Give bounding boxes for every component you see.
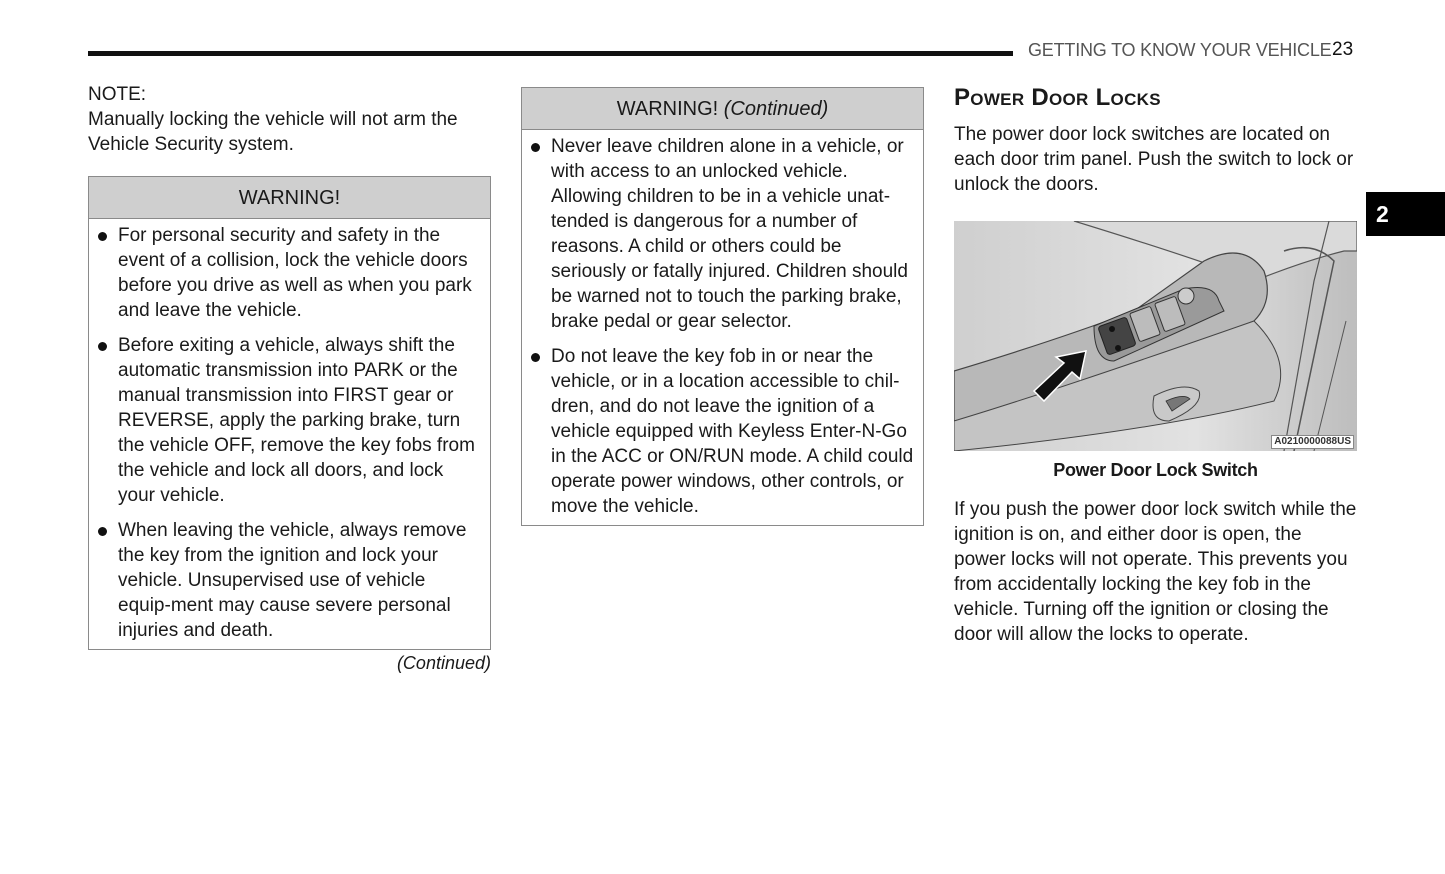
warning-item-text: Do not leave the key fob in or near the vehicle, or in a location accessible to chil-dren, and do not leave the ignition of a vehicle equipped with Keyless Enter-N-Go in the ACC or ON/RUN mode. A child could operate power windows, other controls, or move the vehicle. bbox=[551, 346, 914, 517]
warning-item bbox=[530, 134, 915, 334]
warning-item bbox=[97, 223, 482, 323]
page-number: 23 bbox=[1332, 39, 1354, 60]
warning-title-text: WARNING! bbox=[238, 187, 341, 209]
bullet-icon bbox=[98, 232, 107, 241]
figure-code: A0210000088US bbox=[1271, 435, 1354, 449]
warning-title bbox=[89, 177, 490, 219]
bullet-icon bbox=[98, 527, 107, 536]
warning-list bbox=[522, 130, 923, 525]
warning-box-continued bbox=[521, 87, 924, 526]
bullet-icon bbox=[98, 342, 107, 351]
column-2 bbox=[521, 87, 924, 526]
header-rule bbox=[88, 51, 1013, 56]
section-title: Power Door Locks bbox=[954, 84, 1161, 111]
door-panel-illustration bbox=[954, 221, 1357, 451]
warning-item-text: Never leave children alone in a vehicle, or with access to an unlocked vehicle. Allowing children to be in a vehicle unat-tended is dangerous for a number of reasons. A child or others could be seriously or fatally injured. Children should be warned not to touch the parking brake, brake pedal or gear selector. bbox=[551, 136, 908, 332]
warning-box bbox=[88, 176, 491, 650]
running-head: GETTING TO KNOW YOUR VEHICLE bbox=[1028, 40, 1332, 60]
warning-title-suffix: (Continued) bbox=[723, 98, 829, 120]
bullet-icon bbox=[531, 143, 540, 152]
warning-item-text: When leaving the vehicle, always remove the key from the ignition and lock your vehicle. Unsupervised use of vehicle equip-ment may cause severe personal injuries and death. bbox=[118, 520, 467, 641]
figure-caption: Power Door Lock Switch bbox=[1053, 460, 1258, 480]
warning-title-text: WARNING! bbox=[616, 98, 719, 120]
warning-item-text: Before exiting a vehicle, always shift the automatic transmission into PARK or the manual transmission into FIRST gear or REVERSE, apply the parking brake, turn the vehicle OFF, remove the key fobs from the vehicle and lock all doors, and lock your vehicle. bbox=[118, 335, 475, 506]
warning-item bbox=[530, 344, 915, 519]
column-1 bbox=[88, 82, 491, 676]
note-text: Manually locking the vehicle will not arm the Vehicle Security system. bbox=[88, 109, 458, 155]
continued-label: (Continued) bbox=[396, 653, 491, 673]
bullet-icon bbox=[531, 353, 540, 362]
body-paragraph: If you push the power door lock switch while the ignition is on, and either door is open, the power locks will not operate. This prevents you from accidentally locking the key fob in the vehicle. Turning off the ignition or closing the door will allow the locks to operate. bbox=[954, 499, 1357, 645]
warning-item-text: For personal security and safety in the event of a collision, lock the vehicle doors before you drive as well as when you park and leave the vehicle. bbox=[118, 225, 472, 321]
note-label: NOTE: bbox=[88, 84, 147, 105]
warning-item bbox=[97, 518, 482, 643]
chapter-tab: 2 bbox=[1366, 192, 1445, 236]
intro-paragraph: The power door lock switches are located on each door trim panel. Push the switch to lock or unlock the doors. bbox=[954, 124, 1354, 195]
warning-item bbox=[97, 333, 482, 508]
door-lock-figure bbox=[954, 221, 1357, 451]
column-3 bbox=[954, 82, 1357, 647]
warning-title bbox=[522, 88, 923, 130]
warning-list bbox=[89, 219, 490, 649]
